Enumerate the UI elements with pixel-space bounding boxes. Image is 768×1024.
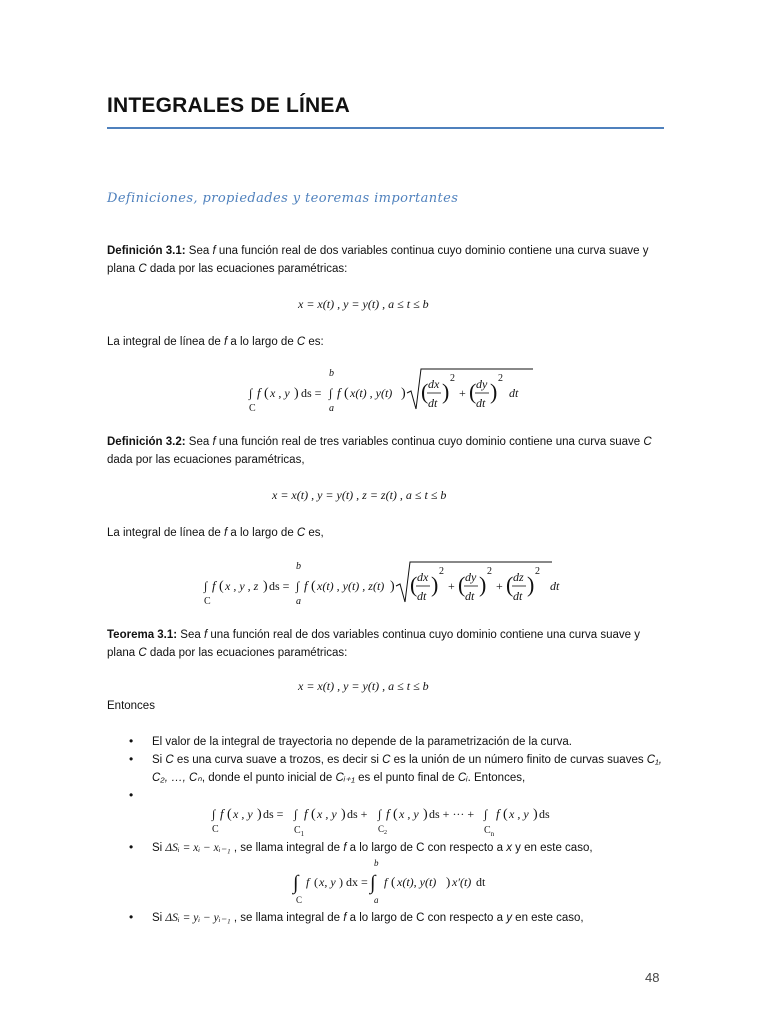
- parametric-equations-3d: x = x(t) , y = y(t) , z = z(t) , a ≤ t ≤ b: [272, 488, 447, 502]
- svg-text:): ): [431, 572, 439, 597]
- page-number: 48: [645, 970, 660, 985]
- svg-text:x′(t): x′(t): [452, 875, 472, 889]
- svg-text:∫: ∫: [378, 807, 382, 821]
- bullet-4-text: Si ΔSᵢ = xᵢ − xᵢ₋₁ , se llama integral de f a lo largo de C con respecto a x y en este caso,: [152, 842, 593, 854]
- theorem-label: Teorema 3.1:: [107, 629, 178, 641]
- bullet-2-text: Si C es una curva suave a trozos, es decir si C es la unión de un número finito de curvas suaves C₁, C₂, …, Cₙ, donde el punto inicial de Cᵢ₊₁ es el punto final de Cᵢ. Entonces,: [152, 754, 662, 784]
- svg-text:(: (: [458, 572, 466, 597]
- definition-label: Definición 3.1:: [107, 245, 186, 257]
- svg-text:): ): [479, 572, 487, 597]
- svg-text:): ): [423, 807, 428, 822]
- svg-text:f: f: [220, 806, 224, 821]
- svg-text:): ): [257, 807, 262, 822]
- svg-text:dz: dz: [513, 570, 524, 584]
- svg-text:a: a: [296, 596, 301, 607]
- svg-text:dt: dt: [509, 386, 519, 400]
- page-title: INTEGRALES DE LÍNEA: [107, 94, 350, 117]
- svg-text:(: (: [219, 579, 224, 594]
- svg-text:): ): [446, 874, 451, 889]
- svg-text:f: f: [306, 875, 310, 889]
- svg-text:f: f: [304, 578, 308, 593]
- svg-text:dt: dt: [428, 396, 438, 410]
- svg-text:f: f: [384, 875, 388, 889]
- bullet-marker: •: [129, 910, 134, 924]
- parametric-equations-2d-theorem: x = x(t) , y = y(t) , a ≤ t ≤ b: [298, 679, 429, 693]
- definition-3-1: Definición 3.1: Sea f una función real de dos variables continua cuyo dominio contiene una curva suave y plana C dada por las ecuaciones paramétricas:: [107, 245, 649, 275]
- svg-text:dt: dt: [550, 579, 560, 593]
- svg-text:f: f: [386, 806, 390, 821]
- svg-text:∫: ∫: [249, 386, 253, 400]
- svg-text:∫: ∫: [370, 872, 376, 894]
- svg-text:2: 2: [439, 566, 444, 577]
- bullet-marker: •: [129, 752, 134, 766]
- bullet-1-text: El valor de la integral de trayectoria no depende de la parametrización de la curva.: [152, 736, 572, 748]
- svg-text:f: f: [304, 806, 308, 821]
- svg-text:x , y: x , y: [270, 386, 290, 400]
- svg-text:(: (: [506, 572, 514, 597]
- svg-text:∫: ∫: [294, 807, 298, 821]
- svg-text:(: (: [311, 579, 316, 594]
- svg-text:∫: ∫: [212, 807, 216, 821]
- svg-text:∫: ∫: [204, 579, 208, 593]
- svg-text:b: b: [329, 368, 334, 379]
- svg-text:2: 2: [450, 373, 455, 384]
- svg-text:+: +: [448, 579, 455, 593]
- svg-text:(: (: [503, 807, 508, 822]
- svg-text:f: f: [337, 385, 341, 400]
- svg-text:dt: dt: [476, 875, 486, 889]
- svg-text:C2: $C_2$: [378, 824, 388, 836]
- piecewise-sum-formula: [208, 800, 568, 840]
- svg-text:) dx =: ) dx =: [339, 875, 368, 889]
- svg-text:x(t) , y(t): x(t) , y(t): [350, 386, 393, 400]
- line-integral-intro-1: La integral de línea de f a lo largo de C es:: [107, 336, 324, 348]
- svg-text:2: 2: [535, 566, 540, 577]
- svg-text:): ): [294, 386, 299, 401]
- integral-wrt-x-formula: [290, 856, 490, 906]
- svg-text:x, y: x, y: [319, 875, 336, 889]
- svg-text:): ): [341, 807, 346, 822]
- svg-text:dt: dt: [417, 589, 427, 603]
- svg-text:x , y: x , y: [317, 807, 337, 821]
- svg-text:(: (: [393, 807, 398, 822]
- svg-text:(: (: [227, 807, 232, 822]
- svg-text:dx: dx: [428, 377, 440, 391]
- svg-text:(: (: [410, 572, 418, 597]
- svg-text:ds =: ds =: [263, 807, 284, 821]
- svg-text:x , y , z: x , y , z: [225, 579, 259, 593]
- svg-text:): ): [390, 579, 395, 594]
- title-underline: [107, 127, 664, 129]
- svg-text:(: (: [469, 379, 477, 404]
- svg-text:(: (: [344, 386, 349, 401]
- definition-label: Definición 3.2:: [107, 436, 186, 448]
- section-subtitle: Definiciones, propiedades y teoremas importantes: [107, 191, 459, 206]
- svg-text:∫: ∫: [293, 872, 299, 894]
- line-integral-intro-2: La integral de línea de f a lo largo de C es,: [107, 527, 324, 539]
- svg-text:b: b: [296, 561, 301, 572]
- svg-text:): ): [533, 807, 538, 822]
- svg-text:C: C: [296, 895, 303, 905]
- svg-text:Cn: $C_n$: [484, 825, 495, 838]
- line-integral-formula-2d: [245, 363, 535, 415]
- svg-text:x , y: x , y: [399, 807, 419, 821]
- svg-text:ds: ds: [539, 807, 550, 821]
- definition-3-2: Definición 3.2: Sea f una función real de tres variables continua cuyo dominio contiene una curva suave C dada por las ecuaciones paramétricas,: [107, 436, 652, 466]
- svg-text:a: a: [329, 403, 334, 414]
- svg-text:C: C: [212, 824, 219, 835]
- bullet-5-text: Si ΔSᵢ = yᵢ − yᵢ₋₁ , se llama integral de f a lo largo de C con respecto a y en este caso,: [152, 912, 584, 924]
- svg-text:x , y: x , y: [233, 807, 253, 821]
- svg-text:): ): [263, 579, 268, 594]
- svg-text:C1: $C_1$: [294, 825, 305, 838]
- svg-text:dx: dx: [417, 570, 429, 584]
- svg-text:+: +: [496, 579, 503, 593]
- svg-text:ds =: ds =: [269, 579, 290, 593]
- svg-text:dt: dt: [513, 589, 523, 603]
- bullet-marker: •: [129, 840, 134, 854]
- svg-text:C: C: [204, 596, 211, 607]
- svg-text:2: 2: [498, 373, 503, 384]
- svg-text:): ): [401, 386, 406, 401]
- svg-text:2: 2: [487, 566, 492, 577]
- svg-text:dt: dt: [465, 589, 475, 603]
- bullet-marker: •: [129, 734, 134, 748]
- svg-text:f: f: [257, 385, 261, 400]
- svg-text:a: a: [374, 895, 379, 905]
- svg-text:C: C: [249, 403, 256, 414]
- svg-text:ds +: ds +: [347, 807, 368, 821]
- svg-text:x , y: x , y: [509, 807, 529, 821]
- svg-text:f: f: [212, 578, 216, 593]
- theorem-3-1: Teorema 3.1: Sea f una función real de dos variables continua cuyo dominio contiene una curva suave y plana C dada por las ecuaciones paramétricas:: [107, 629, 640, 659]
- entonces-label: Entonces: [107, 700, 155, 712]
- svg-text:∫: ∫: [484, 807, 488, 821]
- line-integral-formula-3d: [200, 556, 572, 608]
- svg-text:f: f: [496, 806, 500, 821]
- svg-text:ds + ··· +: ds + ··· +: [429, 807, 475, 821]
- svg-text:dy: dy: [476, 377, 488, 391]
- svg-text:(: (: [264, 386, 269, 401]
- svg-text:): ): [442, 379, 450, 404]
- svg-text:): ): [527, 572, 535, 597]
- svg-text:(: (: [391, 874, 396, 889]
- svg-text:dy: dy: [465, 570, 477, 584]
- svg-text:): ): [490, 379, 498, 404]
- svg-text:dt: dt: [476, 396, 486, 410]
- svg-text:x(t), y(t): x(t), y(t): [397, 875, 437, 889]
- svg-text:+: +: [459, 386, 466, 400]
- svg-text:∫: ∫: [329, 386, 333, 400]
- svg-text:∫: ∫: [296, 579, 300, 593]
- bullet-marker: •: [129, 788, 134, 802]
- svg-text:ds =: ds =: [301, 386, 322, 400]
- svg-text:b: b: [374, 858, 379, 868]
- svg-text:(: (: [421, 379, 429, 404]
- svg-text:(: (: [314, 875, 318, 889]
- svg-text:(: (: [311, 807, 316, 822]
- parametric-equations-2d: x = x(t) , y = y(t) , a ≤ t ≤ b: [298, 297, 429, 311]
- svg-text:x(t) , y(t) , z(t): x(t) , y(t) , z(t): [317, 579, 385, 593]
